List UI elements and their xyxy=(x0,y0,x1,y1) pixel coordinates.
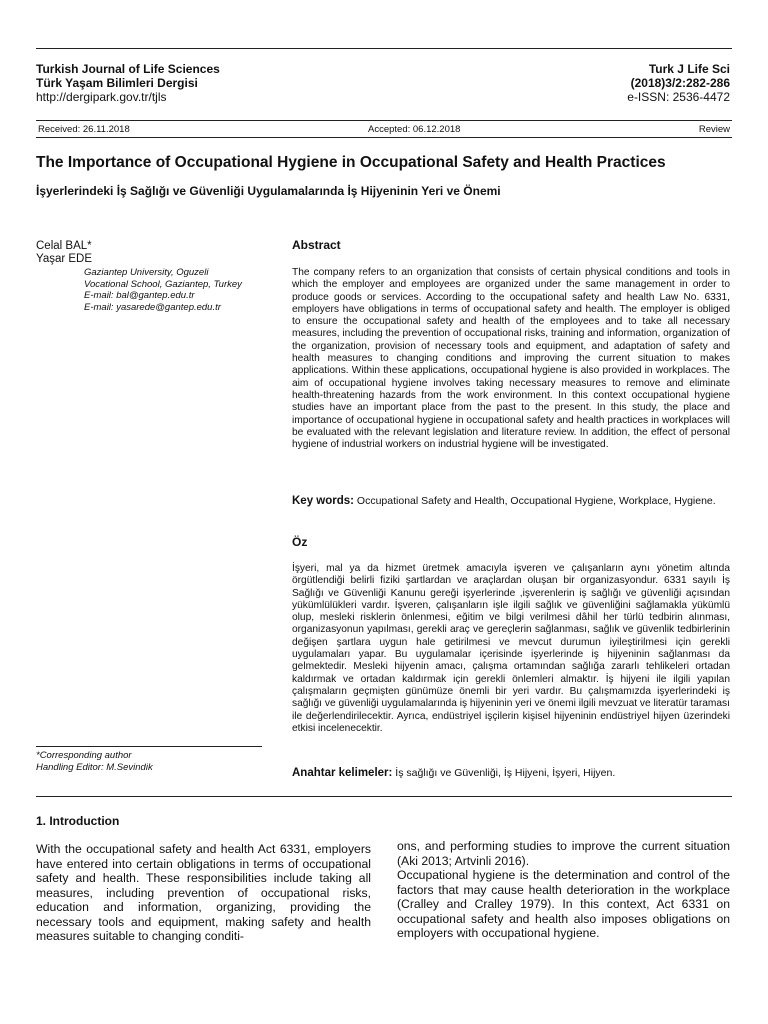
intro-paragraph: Occupational hygiene is the determination and control of the factors that may cause health deterioration in the workplace (Cralley and Cralley 1979). In this context, Act 6331 on occupational safety and health also imposes obligations on employers with occupational hygiene. xyxy=(397,868,730,940)
affiliation xyxy=(84,267,242,313)
email-line[interactable]: E-mail: bal@gantep.edu.tr xyxy=(84,290,195,302)
footnote-rule xyxy=(36,746,262,747)
article-type: Review xyxy=(698,124,730,135)
keywords-value: Occupational Safety and Health, Occupational Hygiene, Workplace, Hygiene. xyxy=(356,495,716,507)
affiliation-line: Gaziantep University, Oguzeli xyxy=(84,267,209,278)
affiliation-line: Vocational School, Gaziantep, Turkey xyxy=(84,278,242,290)
introduction-heading: 1. Introduction xyxy=(36,814,120,828)
meta-top-rule xyxy=(36,120,732,121)
header-top-rule xyxy=(36,48,732,49)
oz-keywords xyxy=(292,767,730,780)
abstract-text: The company refers to an organization that consists of certain physical conditions and tools in which the employer and employees are organized under the same management in order to produce goods or services. According to the occupational safety and health Law No. 6331, employers have obligations in terms of occupational safety and health. The employer is obliged to ensure the occupational safety and health of the employees and to take all necessary measures, including the prevention of occupational risks, training and information, organization of the organization, provision of necessary tools and equipment, and adaptation of safety and health measures to changing conditions and improving the current situation to makes applications. Within these applications, occupational hygiene is also provided in workplaces. The aim of occupational hygiene involves taking necessary measures to remove and eliminate health-threatening hazards from the work environment. In this context occupational hygiene studies have an important place from the past to the present. In this study, the place and importance of occupational hygiene in occupational safety and health practices in workplaces will be evaluated with the relevant legislation and literature review. In addition, the effect of personal hygiene of industrial workers on industrial hygiene will be investigated. xyxy=(292,267,730,451)
article-title: The Importance of Occupational Hygiene in Occupational Safety and Health Practices xyxy=(36,154,666,171)
intro-paragraph: ons, and performing studies to improve the current situation (Aki 2013; Artvinli 2016). xyxy=(397,839,730,868)
oz-text: İşyeri, mal ya da hizmet üretmek amacıyla işveren ve çalışanların aynı yönetim altında örgütlendiği belirli fiziki şartlardan ve araçlardan oluşan bir organizasyondur. 6331 sayılı İş Sağlığı ve Güvenliği Kanunu gereği işyerlerinde ,işverenlerin iş sağlığı ve güvenliği açısından yükümlülükleri vardır. İşveren, çalışanların işle ilgili sağlık ve güvenliğini sağlamakla yükümlü olup, mesleki risklerin önlenmesi, eğitim ve bilgi verilmesi dâhil her türlü tedbirin alınması, organizasyonun yapılması, gerekli araç ve gereçlerin sağlanması, sağlık ve güvenlik tedbirlerinin değişen şartlara uygun hale getirilmesi ve mevcut durumun iyileştirilmesi için gerekli uygulamaları yapar. Bu uygulamalar içerisinde işyerlerinde iş hijyeninin sağlanması da gelmektedir. Mesleki hijyenin amacı, çalışma ortamından sağlığa zararlı tehlikeleri ortadan kaldırmak ve ortadan kaldırmak için gerekli önlemleri almaktır. İş hijyeni ile ilgili yapılan çalışmaların geçmişten günümüze önemli bir yeri vardır. Bu çalışmamızda işyerlerindeki iş sağlığı ve güvenliği uygulamalarında iş hijyeninin yeri ve önemi ilgili mevzuat ve literatür taraması ile değerlendirilecektir. Ayrıca, endüstriyel işçilerin kişisel hijyeninin endüstriyel hijyen üzerindeki etkisi incelenecektir. xyxy=(292,563,730,734)
received-date: Received: 26.11.2018 xyxy=(38,124,130,135)
journal-volume-pages: (2018)3/2:282-286 xyxy=(630,76,730,90)
keywords-label: Key words: xyxy=(292,495,354,507)
oz-heading: Öz xyxy=(292,535,308,549)
intro-column-right xyxy=(397,839,730,941)
email-line[interactable]: E-mail: yasarede@gantep.edu.tr xyxy=(84,301,221,313)
journal-header-right xyxy=(627,62,730,104)
footnotes xyxy=(36,750,153,773)
journal-eissn: e-ISSN: 2536-4472 xyxy=(627,90,730,104)
intro-column-left: With the occupational safety and health Act 6331, employers have entered into certain obligations in terms of occupational safety and health. These responsibilities include taking all measures, including prevention of occupational risks, education and information, organizing, providing the necessary tools and equipment, making safety and health measures suitable to changing conditi- xyxy=(36,842,371,943)
author-name: Celal BAL* xyxy=(36,240,92,252)
abstract-keywords xyxy=(292,495,730,508)
section-separator xyxy=(36,796,732,797)
article-title-tr: İşyerlerindeki İş Sağlığı ve Güvenliği Uygulamalarında İş Hijyeninin Yeri ve Önemi xyxy=(36,184,501,198)
accepted-date: Accepted: 06.12.2018 xyxy=(368,124,461,135)
journal-url[interactable]: http://dergipark.gov.tr/tjls xyxy=(36,90,167,104)
journal-name-en: Turkish Journal of Life Sciences xyxy=(36,62,220,76)
journal-header-left xyxy=(36,62,220,104)
author-list xyxy=(36,240,92,266)
corresponding-author-note: *Corresponding author xyxy=(36,750,132,761)
journal-abbrev: Turk J Life Sci xyxy=(648,62,730,76)
handling-editor-note: Handling Editor: M.Sevindik xyxy=(36,761,153,773)
keywords-label-tr: Anahtar kelimeler: xyxy=(292,767,393,779)
abstract-heading: Abstract xyxy=(292,238,341,252)
author-name: Yaşar EDE xyxy=(36,253,93,265)
meta-bottom-rule xyxy=(36,137,732,138)
journal-name-tr: Türk Yaşam Bilimleri Dergisi xyxy=(36,76,198,90)
keywords-value-tr: İş sağlığı ve Güvenliği, İş Hijyeni, İşyeri, Hijyen. xyxy=(395,767,616,779)
